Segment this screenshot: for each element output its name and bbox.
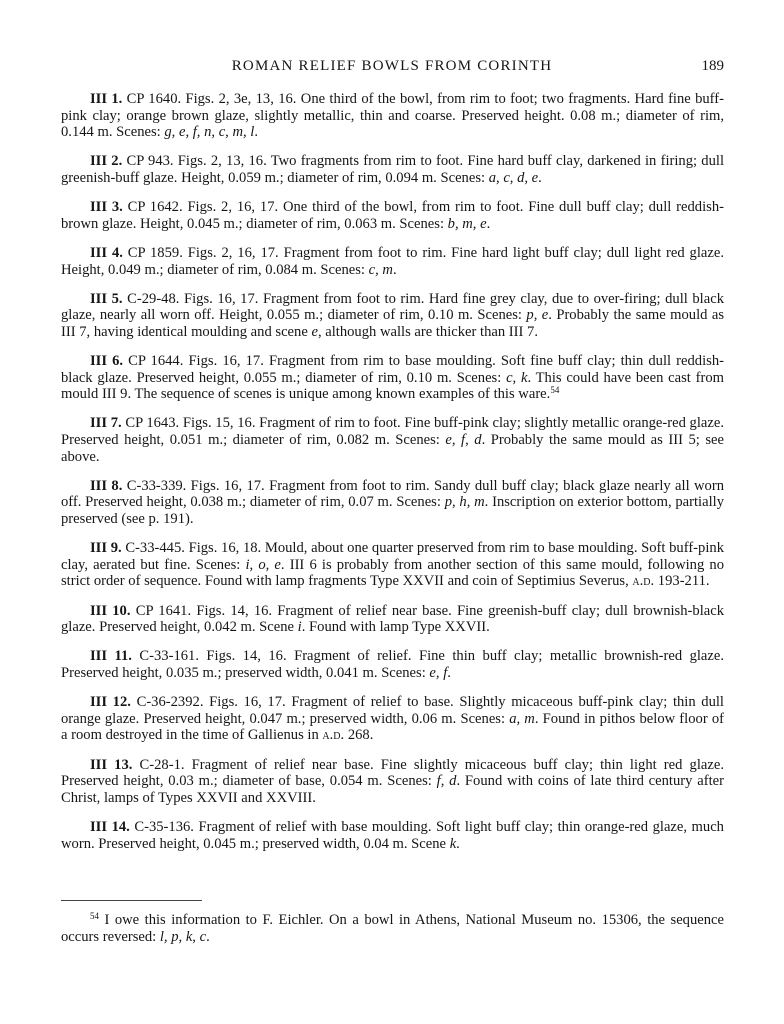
catalogue-entry	[61, 603, 724, 636]
era-abbreviation: a.d.	[322, 727, 345, 744]
catalogue-entry	[61, 199, 724, 232]
catalogue-entry	[61, 91, 724, 141]
italic-scene-letters: g, e, f, n, c, m, l	[164, 124, 255, 141]
entry-text: .	[447, 664, 451, 681]
catalogue-entries	[61, 91, 724, 865]
catalogue-entry	[61, 153, 724, 186]
entry-number: III 14.	[90, 818, 130, 835]
entry-text: I owe this information to F. Eichler. On a bowl in Athens, National Museum no. 15306, the sequence occurs reversed:	[61, 912, 724, 945]
entry-number: III 7.	[90, 415, 122, 432]
entry-number: III 12.	[90, 694, 131, 711]
entry-text: . III 6 is probably from another section of this same mould, following no strict order of sequence. Found with lamp fragments Type XXVII and coin of Septimius Severus,	[61, 556, 725, 590]
entry-number: III 1.	[90, 91, 123, 107]
italic-scene-letters: c, k	[506, 369, 528, 386]
entry-text: CP 1641. Figs. 14, 16. Fragment of relief near base. Fine greenish-buff clay; dull brownish-black glaze. Preserved height, 0.042 m. Scene	[61, 602, 724, 636]
catalogue-entry	[61, 478, 724, 528]
entry-number: III 5.	[90, 290, 123, 307]
entry-text: .	[206, 928, 210, 945]
italic-scene-letters: l, p, k, c	[159, 928, 207, 945]
entry-number: III 11.	[90, 648, 132, 665]
italic-scene-letters: k	[449, 835, 457, 852]
entry-text: . Probably the same mould as III 7, having identical moulding and scene	[61, 307, 725, 340]
footnote	[61, 912, 724, 945]
entry-text: CP 1644. Figs. 16, 17. Fragment from rim to base moulding. Soft fine buff clay; thin dull reddish-black glaze. Preserved height, 0.055 m.; diameter of rim, 0.10 m. Scenes:	[61, 353, 724, 386]
italic-scene-letters: i, o, e	[245, 556, 281, 573]
entry-text: C-33-339. Figs. 16, 17. Fragment from foot to rim. Sandy dull buff clay; black glaze nearly all worn off. Preserved height, 0.038 m.; diameter of rim, 0.07 m. Scenes:	[61, 477, 724, 511]
entry-number: III 4.	[90, 244, 123, 261]
italic-scene-letters: f, d	[436, 773, 457, 790]
entry-text: . Inscription on exterior bottom, partially preserved (see p. 191).	[61, 494, 725, 528]
italic-scene-letters: e	[311, 323, 318, 340]
catalogue-entry	[61, 353, 724, 403]
italic-scene-letters: c, m	[368, 261, 393, 278]
catalogue-entry	[61, 757, 724, 807]
entry-text: .	[486, 215, 491, 232]
entry-text: C-29-48. Figs. 16, 17. Fragment from foot to rim. Hard fine grey clay, due to over-firing; dull black glaze, nearly all worn off. Height, 0.055 m.; diameter of rim, 0.10 m. Scenes:	[61, 290, 724, 324]
entry-text: CP 1640. Figs. 2, 3e, 13, 16. One third of the bowl, from rim to foot; two fragments. Hard fine buff-pink clay; orange brown glaze, slightly metallic, thin and coarse. Preserved height. 0.08 m.; diameter of rim, 0.144 m. Scenes:	[61, 91, 724, 141]
entry-text: . Found with coins of late third century after Christ, lamps of Types XXVII and XXVIII.	[61, 773, 724, 806]
entry-text: CP 943. Figs. 2, 13, 16. Two fragments from rim to foot. Fine hard buff clay, darkened in firing; dull greenish-buff glaze. Height, 0.059 m.; diameter of rim, 0.094 m. Scenes:	[61, 153, 724, 186]
entry-text: C-28-1. Fragment of relief near base. Fine slightly micaceous buff clay; thin light red glaze. Preserved height, 0.03 m.; diameter of base, 0.054 m. Scenes:	[61, 756, 724, 790]
running-title: ROMAN RELIEF BOWLS FROM CORINTH	[231, 58, 553, 74]
entry-text: .	[456, 835, 460, 852]
italic-scene-letters: p, h, m	[444, 494, 485, 511]
italic-scene-letters: i	[297, 619, 302, 636]
catalogue-entry	[61, 819, 724, 852]
catalogue-entry	[61, 245, 724, 278]
page-number: 189	[701, 58, 724, 74]
entry-text: C-35-136. Fragment of relief with base moulding. Soft light buff clay; thin orange-red glaze, much worn. Preserved height, 0.045 m.; preserved width, 0.04 m. Scene	[61, 818, 724, 852]
entry-number: III 13.	[90, 756, 133, 773]
entry-text: CP 1859. Figs. 2, 16, 17. Fragment from foot to rim. Fine hard light buff clay; dull light red glaze. Height, 0.049 m.; diameter of rim, 0.084 m. Scenes:	[61, 244, 724, 278]
entry-text: C-33-161. Figs. 14, 16. Fragment of relief. Fine thin buff clay; metallic brownish-red glaze. Preserved height, 0.035 m.; preserved width, 0.041 m. Scenes:	[61, 648, 724, 681]
entry-text: , although walls are thicker than III 7.	[317, 323, 538, 340]
entry-number: III 8.	[90, 477, 123, 494]
entry-number: III 10.	[90, 602, 131, 619]
entry-text: 193-211.	[654, 573, 710, 590]
entry-text: 268.	[344, 727, 374, 744]
entry-number: III 2.	[90, 153, 123, 170]
entry-number: III 9.	[90, 540, 122, 557]
italic-scene-letters: p, e	[526, 307, 549, 324]
entry-text: C-33-445. Figs. 16, 18. Mould, about one quarter preserved from rim to base moulding. Soft buff-pink clay, aerated but fine. Scenes:	[61, 540, 724, 573]
italic-scene-letters: b, m, e	[447, 215, 487, 232]
entry-text: . Probably the same mould as III 5; see above.	[61, 432, 724, 465]
italic-scene-letters: e, f	[429, 664, 448, 681]
catalogue-entry	[61, 291, 724, 341]
entry-text: C-36-2392. Figs. 16, 17. Fragment of relief to base. Slightly micaceous buff-pink clay; thin dull orange glaze. Preserved height, 0.047 m.; preserved width, 0.06 m. Scenes:	[61, 694, 724, 727]
entry-text: . Found with lamp Type XXVII.	[301, 619, 490, 636]
entry-text: . Found in pithos below floor of a room destroyed in the time of Gallienus in	[61, 710, 724, 744]
entry-text: CP 1643. Figs. 15, 16. Fragment of rim to foot. Fine buff-pink clay; slightly metallic orange-red glaze. Preserved height, 0.051 m.; diameter of rim, 0.082 m. Scenes:	[61, 415, 724, 449]
italic-scene-letters: e, f, d	[445, 432, 482, 449]
entry-text: . This could have been cast from mould III 9. The sequence of scenes is unique among known examples of this ware.	[61, 369, 724, 403]
catalogue-entry	[61, 415, 724, 465]
catalogue-entry	[61, 648, 724, 681]
entry-number: III 6.	[90, 353, 124, 370]
entry-text: .	[254, 124, 259, 141]
era-abbreviation: a.d.	[632, 573, 655, 590]
italic-scene-letters: a, c, d, e	[488, 169, 539, 186]
entry-number: III 3.	[90, 199, 123, 216]
catalogue-entry	[61, 694, 724, 744]
footnote-reference: 54	[550, 385, 560, 396]
entry-text: .	[538, 169, 542, 186]
italic-scene-letters: a, m	[509, 710, 535, 727]
footnote-divider	[61, 900, 202, 901]
catalogue-entry	[61, 540, 724, 590]
entry-text: .	[392, 261, 397, 278]
footnote-marker: 54	[90, 911, 99, 921]
page-header	[60, 58, 724, 78]
entry-text: CP 1642. Figs. 2, 16, 17. One third of the bowl, from rim to foot. Fine dull buff clay; dull reddish-brown glaze. Height, 0.045 m.; diameter of rim, 0.063 m. Scenes:	[61, 199, 724, 232]
